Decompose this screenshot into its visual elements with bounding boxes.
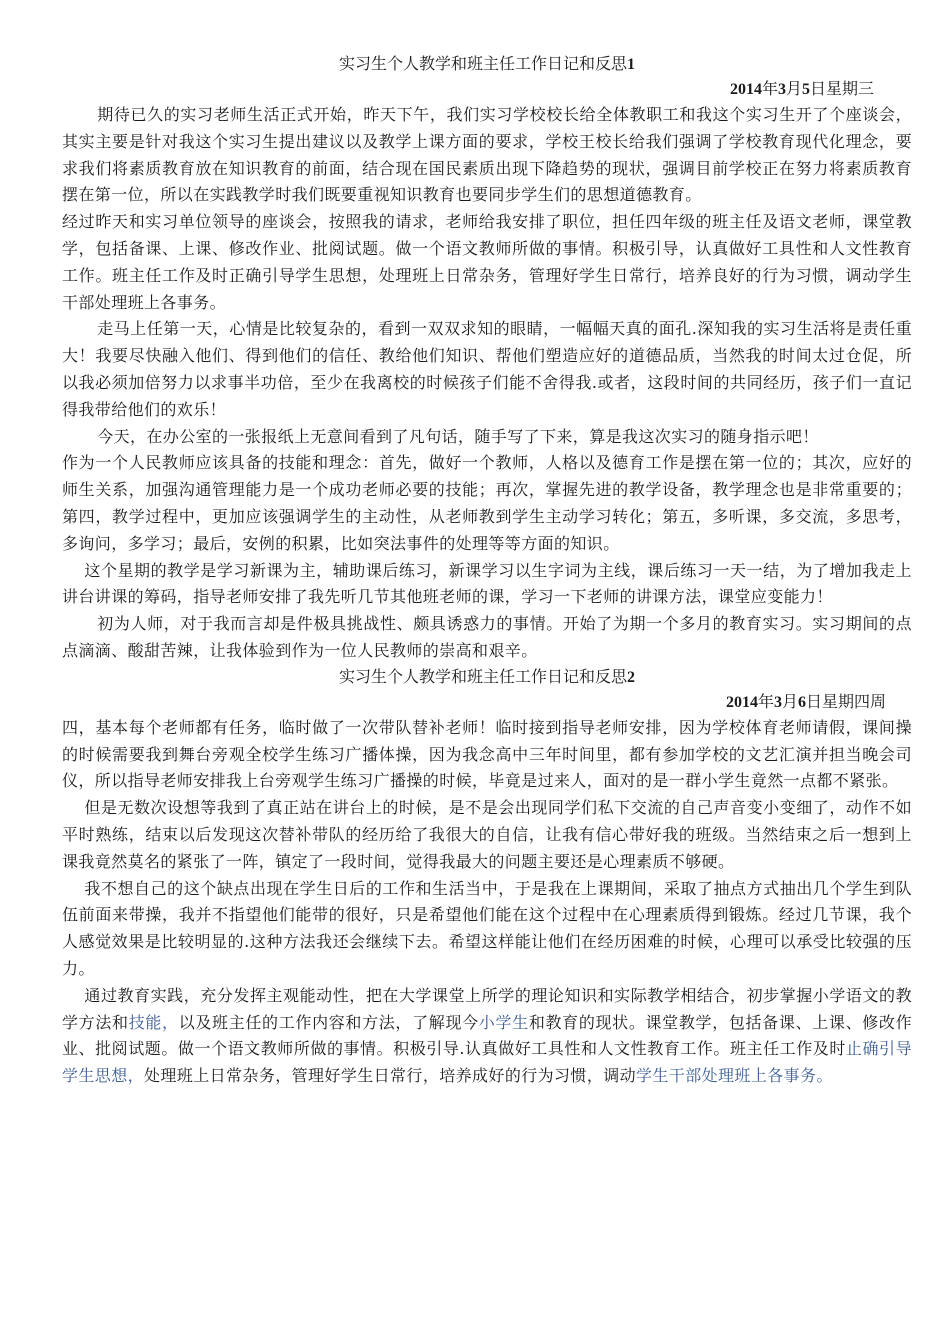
paragraph: 我不想自己的这个缺点出现在学生日后的工作和生活当中，于是我在上课期间，采取了抽点方式抽出几个学生到队伍前面来带操，我并不指望他们能带的很好，只是希望他们能在这个过程中在心理素质得到锻炼。经过几节课，我个人感觉效果是比较明显的.这种方法我还会继续下去。希望这样能让他们在经历困难的时候，心理可以承受比较强的压力。: [62, 878, 912, 978]
paragraph: 走马上任第一天，心情是比较复杂的，看到一双双求知的眼睛，一幅幅天真的面孔.深知我的实习生活将是责任重大！我要尽快融入他们、得到他们的信任、教给他们知识、帮他们塑造应好的道德品质，当然我的时间太过仓促，所以我必须加倍努力以求事半功倍，至少在我离校的时候孩子们能不舍得我.或者，这段时间的共同经历，孩子们一直记得我带给他们的欢乐！: [62, 319, 912, 419]
link-guide-thinking[interactable]: 止确引导学生思想，: [62, 1039, 912, 1086]
entry-2-title: 实习生个人教学和班主任工作日记和反思2: [338, 666, 635, 686]
entry-1-date: 2014年3月5日星期三: [729, 79, 874, 98]
paragraph-with-links: 通过教育实践，充分发挥主观能动性，把在大学课堂上所学的理论知识和实际教学相结合，初步掌握小学语文的教学方法和技能，以及班主任的工作内容和方法，了解现今小学生和教育的现状。课堂教学，包括备课、上课、修改作业、批阅试题。做一个语文教师所做的事情。积极引导.认真做好工具性和人文性教育工作。班主任工作及时止确引导学生思想，处理班上日常杂务，管理好学生日常行，培养成好的行为习惯，调动学生干部处理班上各事务。: [62, 985, 912, 1086]
paragraph: 四，基本每个老师都有任务，临时做了一次带队替补老师！临时接到指导老师安排，因为学校体育老师请假，课间操的时候需要我到舞台旁观全校学生练习广播体操，因为我念高中三年时间里，都有参加学校的文艺汇演并担当晚会司仪，所以指导老师安排我上台旁观学生练习广播操的时候，毕竟是过来人，面对的是一群小学生竟然一点都不紧张。: [62, 717, 912, 791]
entry-1-title: 实习生个人教学和班主任工作日记和反思1: [338, 54, 635, 73]
paragraph: 经过昨天和实习单位领导的座谈会，按照我的请求，老师给我安排了职位，担任四年级的班主任及语文老师，课堂教学，包括备课、上课、修改作业、批阅试题。做一个语文教师所做的事情。积极引导，认真做好工具性和人文性教育工作。班主任工作及时正确引导学生思想，处理班上日常杂务，管理好学生日常行，培养良好的行为习惯，调动学生干部处理班上各事务。: [62, 212, 912, 312]
paragraph: 期待已久的实习老师生活正式开始，昨天下午，我们实习学校校长给全体教职工和我这个实习生开了个座谈会，其实主要是针对我这个实习生提出建议以及教学上课方面的要求，学校王校长给我们强调了学校教育现代化理念，要求我们将素质教育放在知识教育的前面，结合现在国民素质出现下降趋势的现状，强调目前学校正在努力将素质教育摆在第一位，所以在实践教学时我们既要重视知识教育也要同步学生们的思想道德教育。: [62, 105, 912, 205]
entry-2-date: 2014年3月6日星期四周: [725, 691, 886, 711]
link-skills[interactable]: 技能，: [128, 1012, 179, 1032]
link-student-cadres[interactable]: 学生干部处理班上各事务。: [636, 1066, 833, 1086]
paragraph: 但是无数次设想等我到了真正站在讲台上的时候，是不是会出现同学们私下交流的自己声音变小变细了，动作不如平时熟练，结束以后发现这次替补带队的经历给了我很大的自信，让我有信心带好我的班级。当然结束之后一想到上课我竟然莫名的紧张了一阵，镇定了一段时间，觉得我最大的问题主要还是心理素质不够硬。: [62, 798, 912, 871]
paragraph: 作为一个人民教师应该具备的技能和理念：首先，做好一个教师，人格以及德育工作是摆在第一位的；其次，应好的师生关系，加强沟通管理能力是一个成功老师必要的技能；再次，掌握先进的教学设备，教学理念也是非常重要的；第四，教学过程中，更加应该强调学生的主动性，从老师教到学生主动学习转化；第五，多听课，多交流，多思考，多询问，多学习；最后，安例的积累，比如突法事件的处理等等方面的知识。: [62, 453, 912, 553]
paragraph: 今天，在办公室的一张报纸上无意间看到了凡句话，随手写了下来，算是我这次实习的随身指示吧！: [97, 426, 819, 446]
document-page: [62, 52, 912, 1090]
paragraph: 这个星期的教学是学习新课为主，辅助课后练习，新课学习以生字词为主线，课后练习一天一结，为了增加我走上讲台讲课的筹码，指导老师安排了我先听几节其他班老师的课，学习一下老师的讲课方法，课堂应变能力！: [62, 560, 912, 607]
paragraph: 初为人师，对于我而言却是件极具挑战性、颇具诱惑力的事情。开始了为期一个多月的教育实习。实习期间的点点滴滴、酸甜苦辣，让我体验到作为一位人民教师的崇高和艰辛。: [62, 614, 912, 660]
link-pupils[interactable]: 小学生: [478, 1012, 529, 1032]
